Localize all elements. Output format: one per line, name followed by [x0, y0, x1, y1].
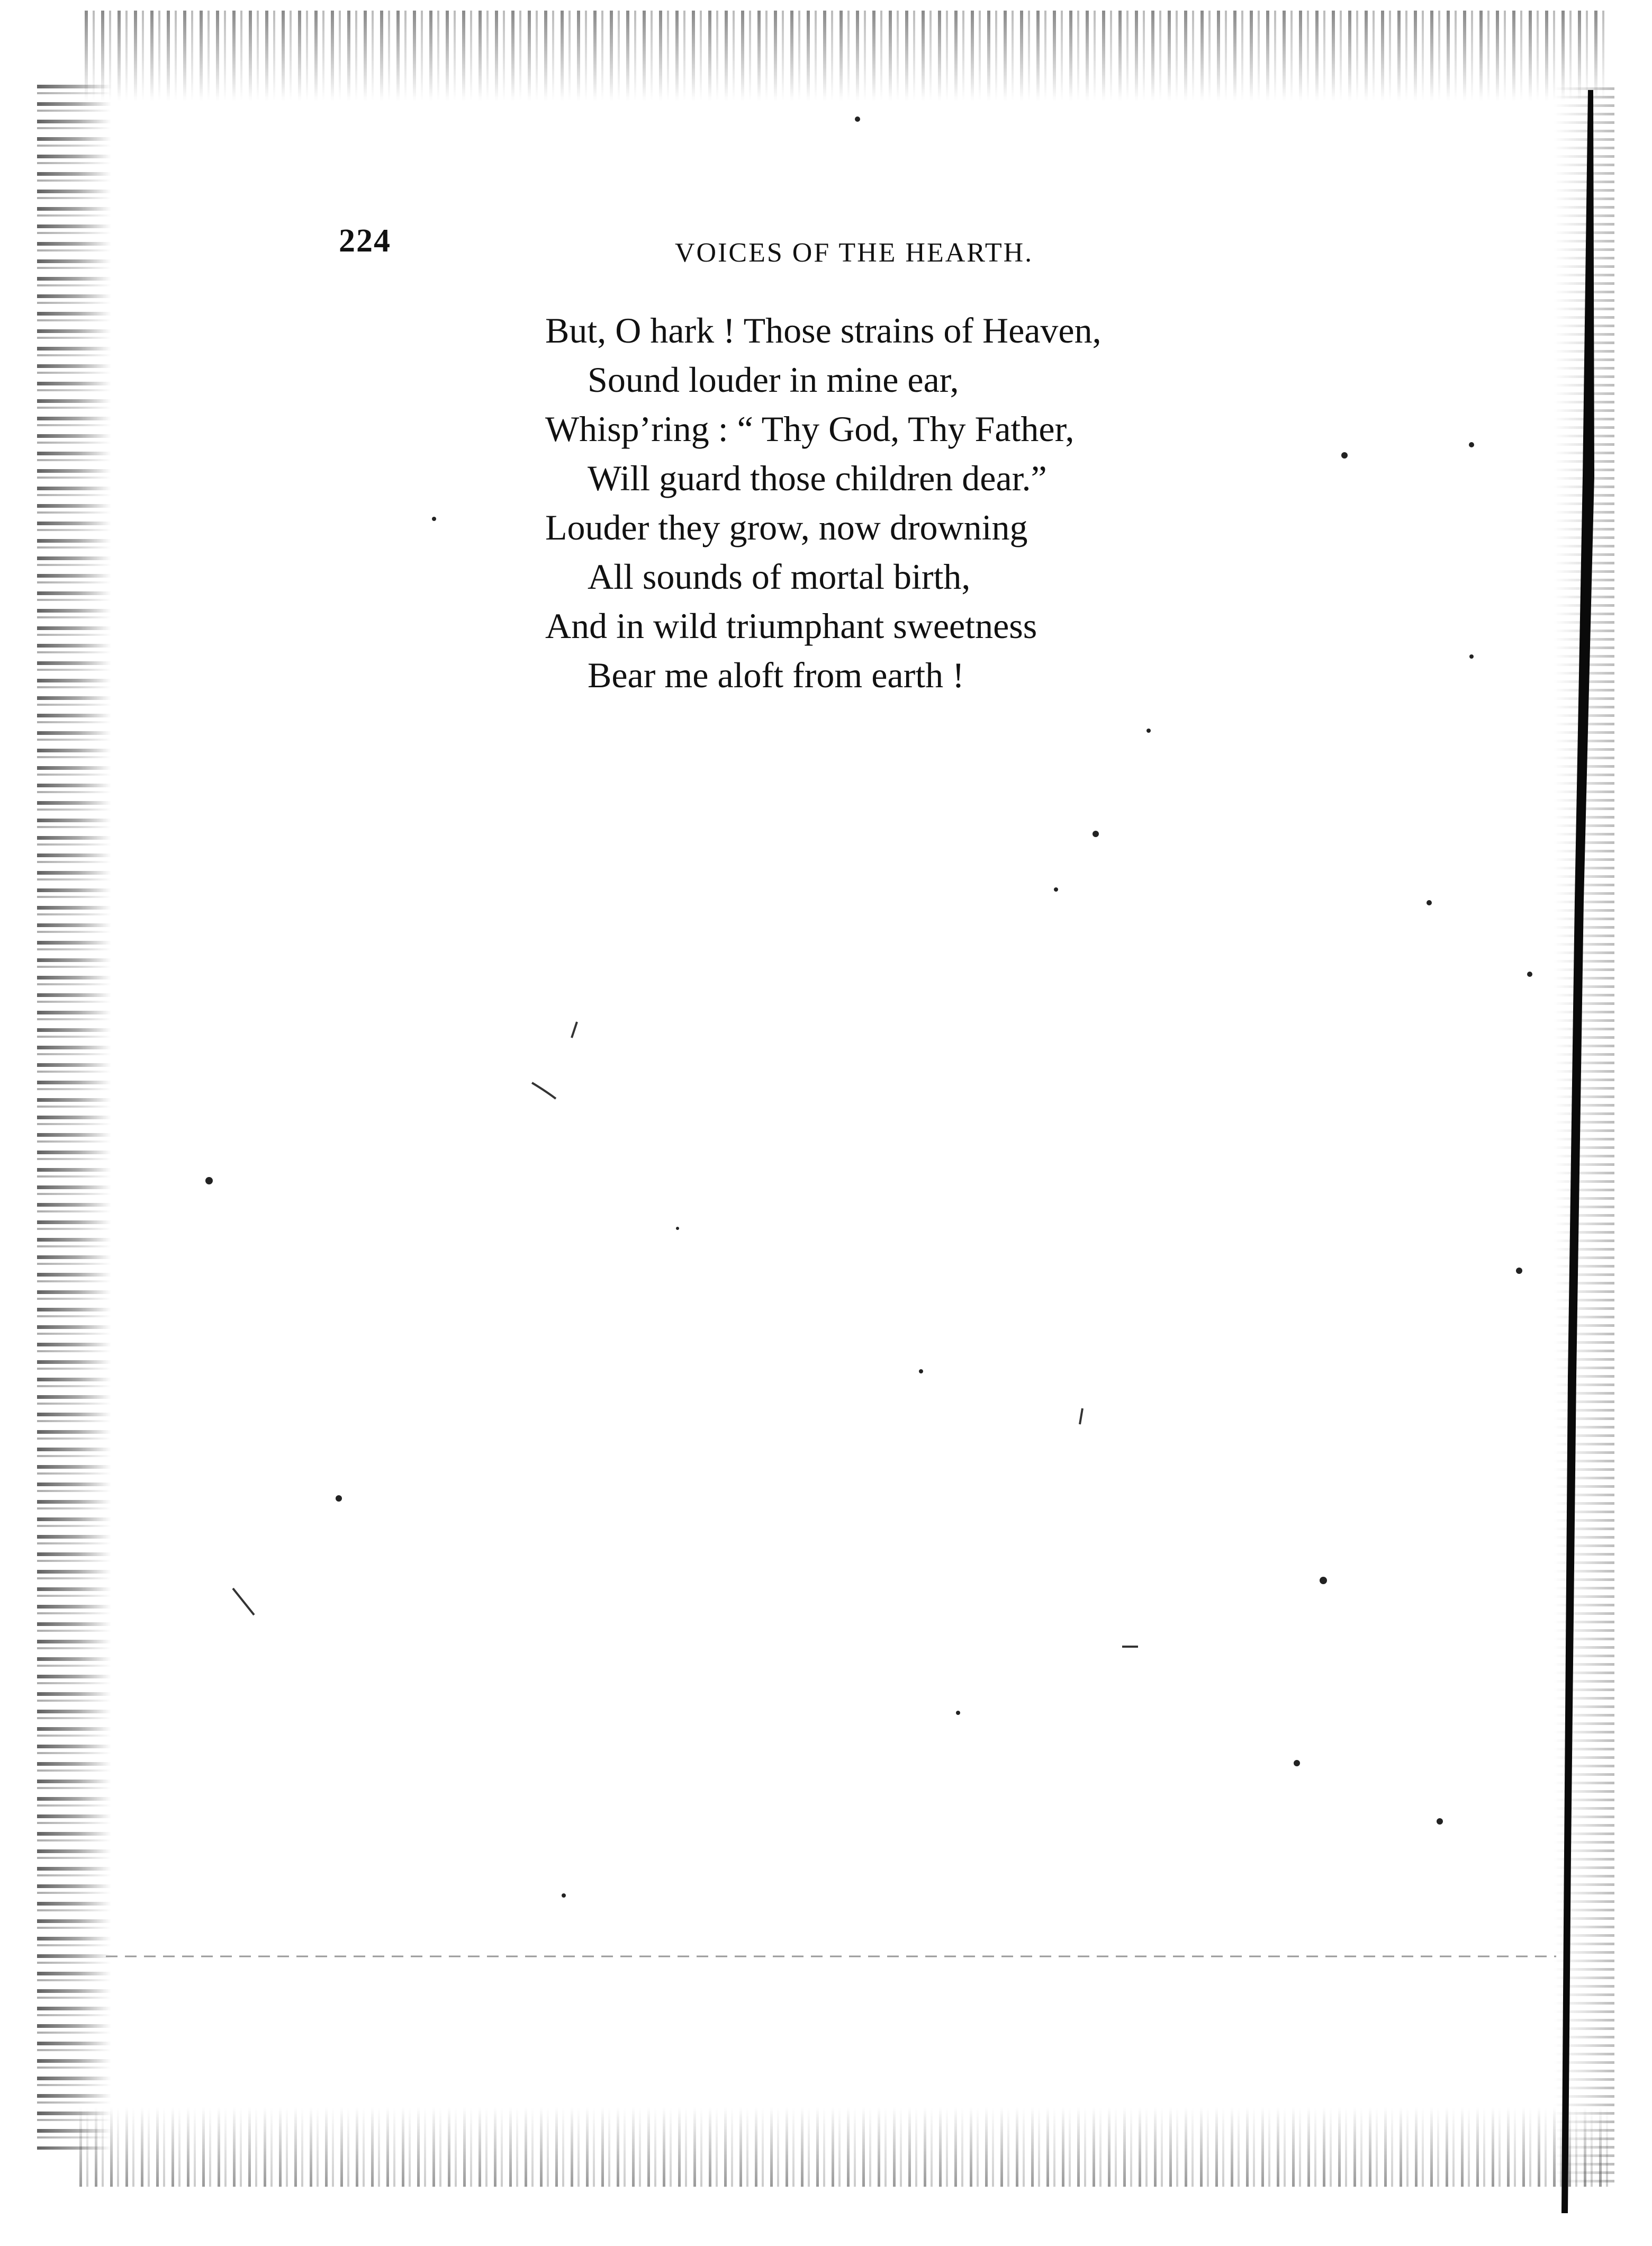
poem-line: Will guard those children dear.”: [588, 458, 1047, 498]
poem-line: And in wild triumphant sweetness: [545, 606, 1037, 646]
poem-line: Louder they grow, now drowning: [545, 507, 1028, 547]
poem-line: Sound louder in mine ear,: [588, 360, 959, 400]
page-number: 224: [339, 223, 391, 259]
poem-line: All sounds of mortal birth,: [588, 556, 971, 597]
poem-line: Bear me aloft from earth !: [588, 655, 964, 695]
poem-stanza: [545, 306, 1286, 700]
running-head: VOICES OF THE HEARTH.: [675, 238, 1034, 268]
poem-line: But, O hark ! Those strains of Heaven,: [545, 310, 1102, 351]
poem-line: Whisp’ring : “ Thy God, Thy Father,: [545, 409, 1075, 449]
